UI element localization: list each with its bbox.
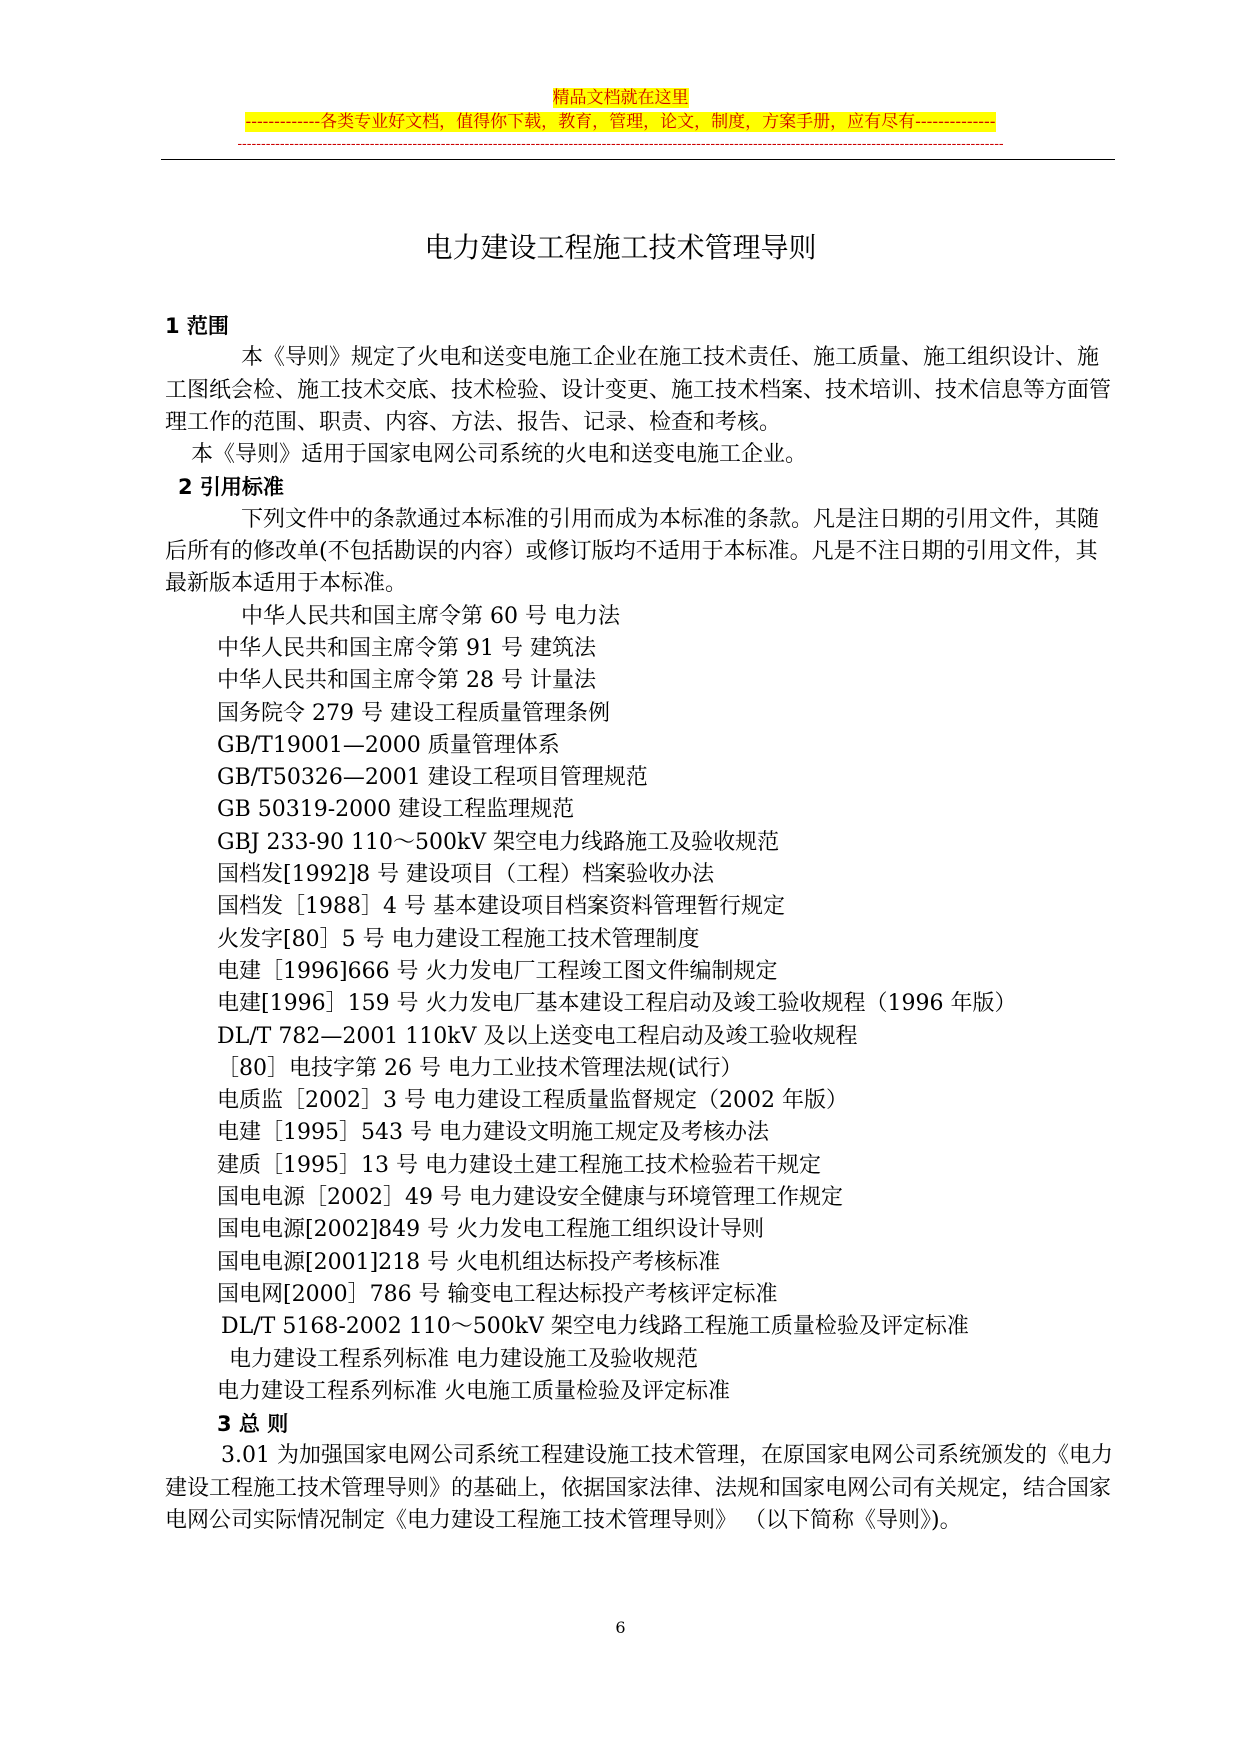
section-1-paragraph-2: 本《导则》适用于国家电网公司系统的火电和送变电施工企业。 [191,442,808,468]
reference-item: 国档发[1992]8 号 建设项目（工程）档案验收办法 [217,862,715,888]
section-3-heading: 3 总 则 [217,1412,289,1437]
reference-item: 国电电源[2002]849 号 火力发电工程施工组织设计导则 [217,1217,765,1243]
reference-item: 国电电源[2001]218 号 火电机组达标投产考核标准 [217,1249,721,1275]
section-1-paragraph-1: 本《导则》规定了火电和送变电施工企业在施工技术责任、施工质量、施工组织设计、施工图纸会检、施工技术交底、技术检验、设计变更、施工技术档案、技术培训、技术信息等方面管理工作的范围、职责、内容、方法、报告、记录、检查和考核。 [165,345,1112,435]
header-line-1: 精品文档就在这里 [552,88,689,108]
page-header [0,86,1241,154]
reference-item: 电建［1995］543 号 电力建设文明施工规定及考核办法 [217,1120,769,1146]
reference-item: 火发字[80］5 号 电力建设工程施工技术管理制度 [217,926,700,952]
reference-item: 中华人民共和国主席令第 28 号 计量法 [217,668,596,694]
reference-item: DL/T 5168-2002 110～500kV 架空电力线路工程施工质量检验及评定标准 [221,1314,969,1340]
reference-item: 中华人民共和国主席令第 91 号 建筑法 [217,635,596,661]
reference-item: 电力建设工程系列标准 电力建设施工及验收规范 [229,1346,698,1372]
reference-item: 电建[1996］159 号 火力发电厂基本建设工程启动及竣工验收规程（1996 年版） [217,991,1017,1017]
reference-item: 建质［1995］13 号 电力建设土建工程施工技术检验若干规定 [217,1152,821,1178]
section-2-paragraph-1: 下列文件中的条款通过本标准的引用而成为本标准的条款。凡是注日期的引用文件，其随后所有的修改单(不包括勘误的内容）或修订版均不适用于本标准。凡是不注日期的引用文件，其最新版本适用于本标准。 [165,506,1100,597]
reference-item: GB 50319-2000 建设工程监理规范 [217,797,575,823]
reference-item: 国电网[2000］786 号 输变电工程达标投产考核评定标准 [217,1281,778,1307]
reference-item: GBJ 233-90 110～500kV 架空电力线路施工及验收规范 [217,829,780,855]
reference-item: ［80］电技字第 26 号 电力工业技术管理法规(试行） [217,1055,743,1081]
reference-item: GB/T50326—2001 建设工程项目管理规范 [217,765,648,791]
reference-item: 国电电源［2002］49 号 电力建设安全健康与环境管理工作规定 [217,1185,843,1211]
section-2-heading: 2 引用标准 [178,475,284,500]
reference-item: 电力建设工程系列标准 火电施工质量检验及评定标准 [217,1378,730,1404]
section-1-heading: 1 范围 [165,314,229,338]
reference-item: GB/T19001—2000 质量管理体系 [217,732,560,758]
document-body [165,310,1115,1537]
header-line-2: -------------各类专业好文档，值得你下载，教育，管理，论文，制度，方案手册，应有尽有-------------- [245,112,996,132]
reference-item: 电质监［2002］3 号 电力建设工程质量监督规定（2002 年版） [217,1088,848,1114]
section-3-paragraph-1: 3.01 为加强国家电网公司系统工程建设施工技术管理，在原国家电网公司系统颁发的《电力建设工程施工技术管理导则》的基础上，依据国家法律、法规和国家电网公司有关规定，结合国家电网公司实际情况制定《电力建设工程施工技术管理导则》 （以下简称《导则》)。 [165,1443,1113,1533]
reference-item: DL/T 782—2001 110kV 及以上送变电工程启动及竣工验收规程 [217,1023,858,1049]
reference-item: 国档发［1988］4 号 基本建设项目档案资料管理暂行规定 [217,894,785,920]
reference-item: 国务院令 279 号 建设工程质量管理条例 [217,700,610,726]
reference-item: 中华人民共和国主席令第 60 号 电力法 [241,603,620,629]
page-number: 6 [615,1618,626,1637]
reference-item: 电建［1996]666 号 火力发电厂工程竣工图文件编制规定 [217,958,778,984]
header-divider [161,159,1115,160]
header-line-3: ------------------------------------------------------------------------------------------------------------------------------------------------------------------ [237,136,1004,152]
document-title: 电力建设工程施工技术管理导则 [424,231,817,264]
